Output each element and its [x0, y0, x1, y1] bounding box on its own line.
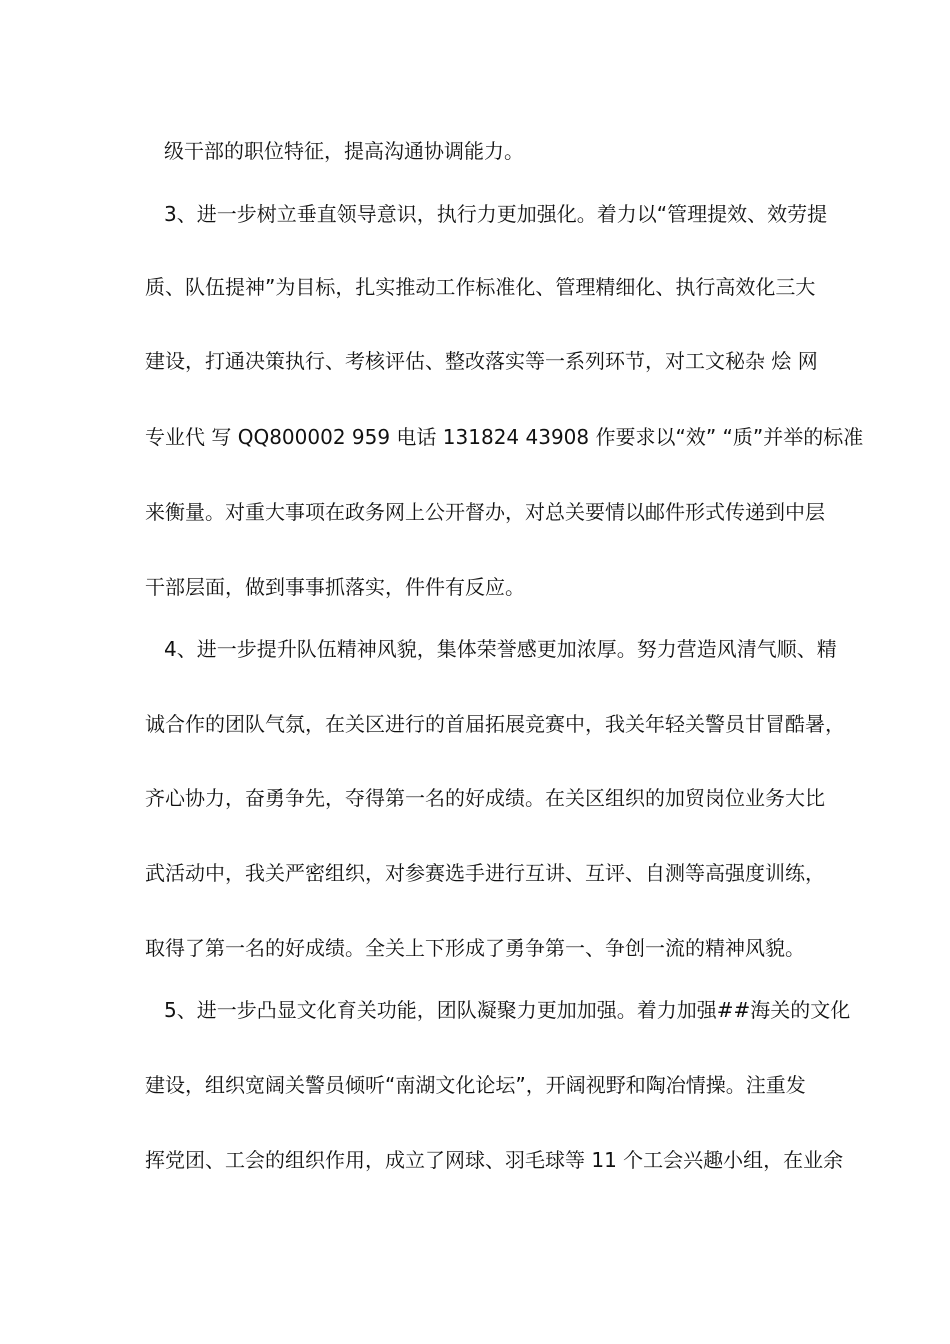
text-line-10 [0, 783, 950, 813]
text-line-11 [0, 858, 950, 888]
text-line-1 [0, 136, 950, 166]
text-line-1-content: 级干部的职位特征，提高沟通协调能力。 [164, 139, 524, 163]
text-line-5-content: 专业代 写 QQ800002 959 电话 131824 43908 作要求以“效” “质”并举的标准 [145, 425, 864, 449]
text-line-5 [0, 422, 950, 452]
text-line-2 [0, 199, 950, 229]
text-line-9-content: 诚合作的团队气氛，在关区进行的首届拓展竞赛中，我关年轻关警员甘冒酷暑， [145, 712, 845, 736]
text-line-7-content: 干部层面，做到事事抓落实，件件有反应。 [145, 575, 525, 599]
text-line-15 [0, 1145, 950, 1175]
text-line-13-content: 5、进一步凸显文化育关功能，团队凝聚力更加加强。着力加强##海关的文化 [164, 998, 851, 1022]
text-line-2-content: 3、进一步树立垂直领导意识，执行力更加强化。着力以“管理提效、效劳提 [164, 202, 828, 226]
text-line-6 [0, 497, 950, 527]
text-line-7 [0, 572, 950, 602]
text-line-12-content: 取得了第一名的好成绩。全关上下形成了勇争第一、争创一流的精神风貌。 [145, 936, 805, 960]
text-line-11-content: 武活动中，我关严密组织，对参赛选手进行互讲、互评、自测等高强度训练， [145, 861, 825, 885]
text-line-13 [0, 995, 950, 1025]
text-line-4-content: 建设，打通决策执行、考核评估、整改落实等一系列环节，对工文秘杂 烩 网 [145, 349, 818, 373]
text-line-8 [0, 634, 950, 664]
text-line-12 [0, 933, 950, 963]
text-line-6-content: 来衡量。对重大事项在政务网上公开督办，对总关要情以邮件形式传递到中层 [145, 500, 825, 524]
text-line-3 [0, 272, 950, 302]
text-line-9 [0, 709, 950, 739]
text-line-8-content: 4、进一步提升队伍精神风貌，集体荣誉感更加浓厚。努力营造风清气顺、精 [164, 637, 837, 661]
text-line-14-content: 建设，组织宽阔关警员倾听“南湖文化论坛”，开阔视野和陶冶情操。注重发 [145, 1073, 806, 1097]
text-line-15-content: 挥党团、工会的组织作用，成立了网球、羽毛球等 11 个工会兴趣小组，在业余 [145, 1148, 844, 1172]
text-line-3-content: 质、队伍提神”为目标，扎实推动工作标准化、管理精细化、执行高效化三大 [145, 275, 816, 299]
text-line-4 [0, 346, 950, 376]
text-line-14 [0, 1070, 950, 1100]
text-line-10-content: 齐心协力，奋勇争先，夺得第一名的好成绩。在关区组织的加贸岗位业务大比 [145, 786, 825, 810]
